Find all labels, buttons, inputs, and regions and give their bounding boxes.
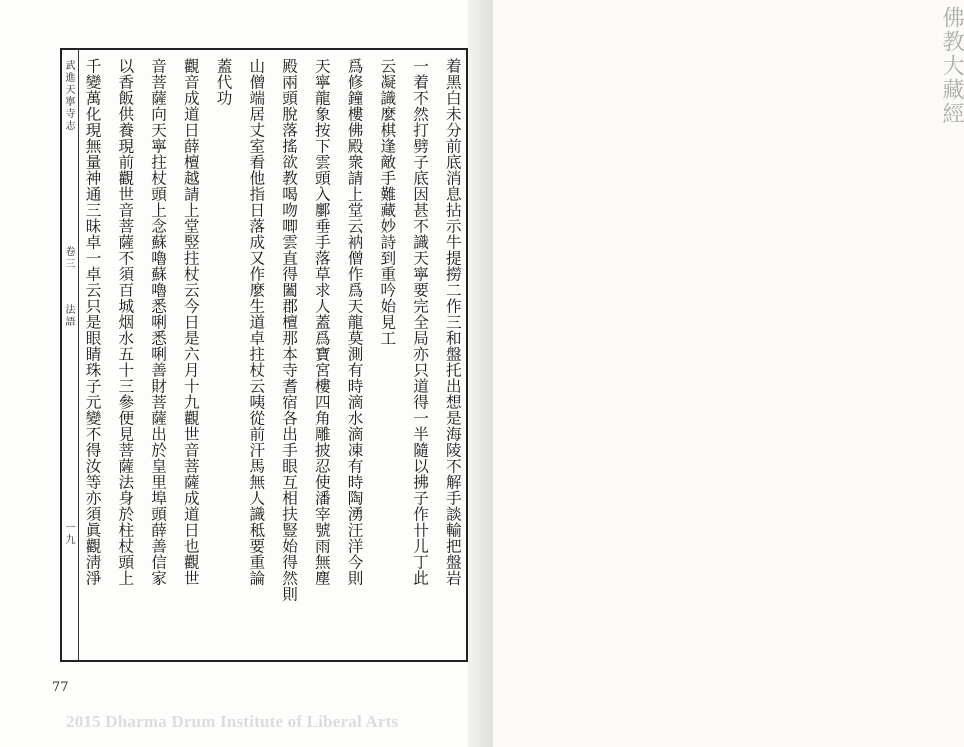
edge-title-text: 佛教大藏經 (939, 6, 964, 126)
text-column: 以香飯供養現前觀世音菩薩不須百城烟水五十三參便見菩薩法身於柱杖頭上 (116, 58, 135, 586)
text-column: 天寧龍象按下雲頭入鄽垂手落草求人蓋爲寶宮樓四角雕披忍使潘宰號雨無塵 (312, 58, 331, 586)
copyright-credit: 2015 Dharma Drum Institute of Liberal Arts (66, 712, 399, 731)
main-text-body (84, 52, 460, 656)
margin-section: 法語 (63, 304, 74, 328)
text-column: 山僧端居丈室看他指日落成又作麼生道卓拄杖云咦從前汗馬無人識秪要重論 (247, 58, 266, 586)
text-column: 音菩薩向天寧拄杖頭上念蘇嚕蘇嚕悉唎悉唎善財菩薩出於皇里埠頭薛善信家 (149, 58, 168, 586)
text-column: 着黑白未分前底消息拈示牛提撈二作三和盤托出想是海陵不解手談輸把盤岩 (443, 58, 462, 586)
page-number: 77 (52, 680, 69, 695)
margin-volume: 卷三 (63, 246, 74, 270)
text-column: 云凝識麼棋逢敵手難藏妙詩到重吟始見工 (378, 58, 397, 346)
margin-divider (78, 48, 79, 660)
text-column: 一着不然打劈子底因甚不識天寧要完全局亦只道得一半隨以拂子作卄儿丁此 (411, 58, 430, 586)
margin-book-title: 武進天寧寺志 (63, 60, 74, 132)
text-column: 蓋代功 (214, 58, 233, 106)
text-column: 爲修鐘樓佛殿衆請上堂云衲僧作爲天龍莫測有時滴水滴凍有時陶湧汪洋今則 (345, 58, 364, 586)
text-column: 觀音成道日薛檀越請上堂竪拄杖云今日是六月十九觀世音菩薩成道日也觀世 (181, 58, 200, 586)
binding-edge (468, 0, 964, 747)
margin-page-number: 一九 (63, 522, 74, 546)
text-column: 千變萬化現無量神通三昧卓一卓云只是眼睛珠子元變不得汝等亦須眞觀淸淨 (83, 58, 102, 586)
text-column: 殿兩頭脫落搖欲教喝吻唧雲直得闔郡檀那本寺耆宿各出手眼互相扶豎始得然則 (280, 58, 299, 602)
